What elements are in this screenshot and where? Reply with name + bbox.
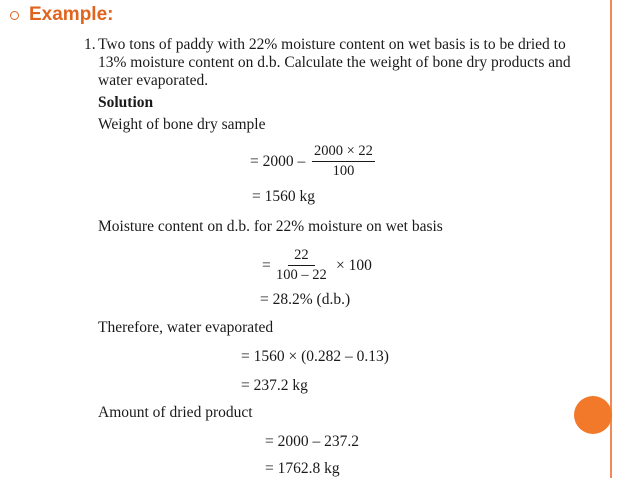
problem-line-2: 13% moisture content on d.b. Calculate the weight of bone dry products and <box>98 54 571 71</box>
step4-expression: = 2000 – 237.2 <box>265 433 359 450</box>
step2-numerator: 22 <box>288 247 315 266</box>
step1-label: Weight of bone dry sample <box>98 116 266 133</box>
step1-numerator: 2000 × 22 <box>312 143 375 162</box>
step4-label: Amount of dried product <box>98 404 253 421</box>
step4-result: = 1762.8 kg <box>265 460 340 477</box>
step2-fraction <box>276 247 327 284</box>
solution-label: Solution <box>98 94 154 111</box>
step2-denominator: 100 – 22 <box>276 267 327 283</box>
step2-label: Moisture content on d.b. for 22% moisture on wet basis <box>98 218 443 235</box>
step3-expression: = 1560 × (0.282 – 0.13) <box>241 348 389 365</box>
step2-prefix: = <box>262 257 271 274</box>
step2-result: = 28.2% (d.b.) <box>260 291 351 308</box>
step3-label: Therefore, water evaporated <box>98 319 274 336</box>
problem-statement <box>84 36 571 90</box>
problem-line-1: 1. Two tons of paddy with 22% moisture content on wet basis is to be dried to <box>84 36 566 53</box>
problem-number: 1. <box>84 36 96 53</box>
step1-result: = 1560 kg <box>252 188 315 205</box>
problem-line-3: water evaporated. <box>98 72 209 89</box>
step2-suffix: × 100 <box>336 257 372 274</box>
step1-fraction <box>312 143 375 180</box>
step3-result: = 237.2 kg <box>241 377 308 394</box>
circle-bullet-icon <box>10 11 19 20</box>
slide-heading <box>10 4 113 26</box>
step1-denominator: 100 <box>332 163 355 179</box>
heading-text: Example: <box>29 4 114 25</box>
step1-prefix: = 2000 – <box>250 153 306 170</box>
decorative-circle <box>574 396 612 434</box>
